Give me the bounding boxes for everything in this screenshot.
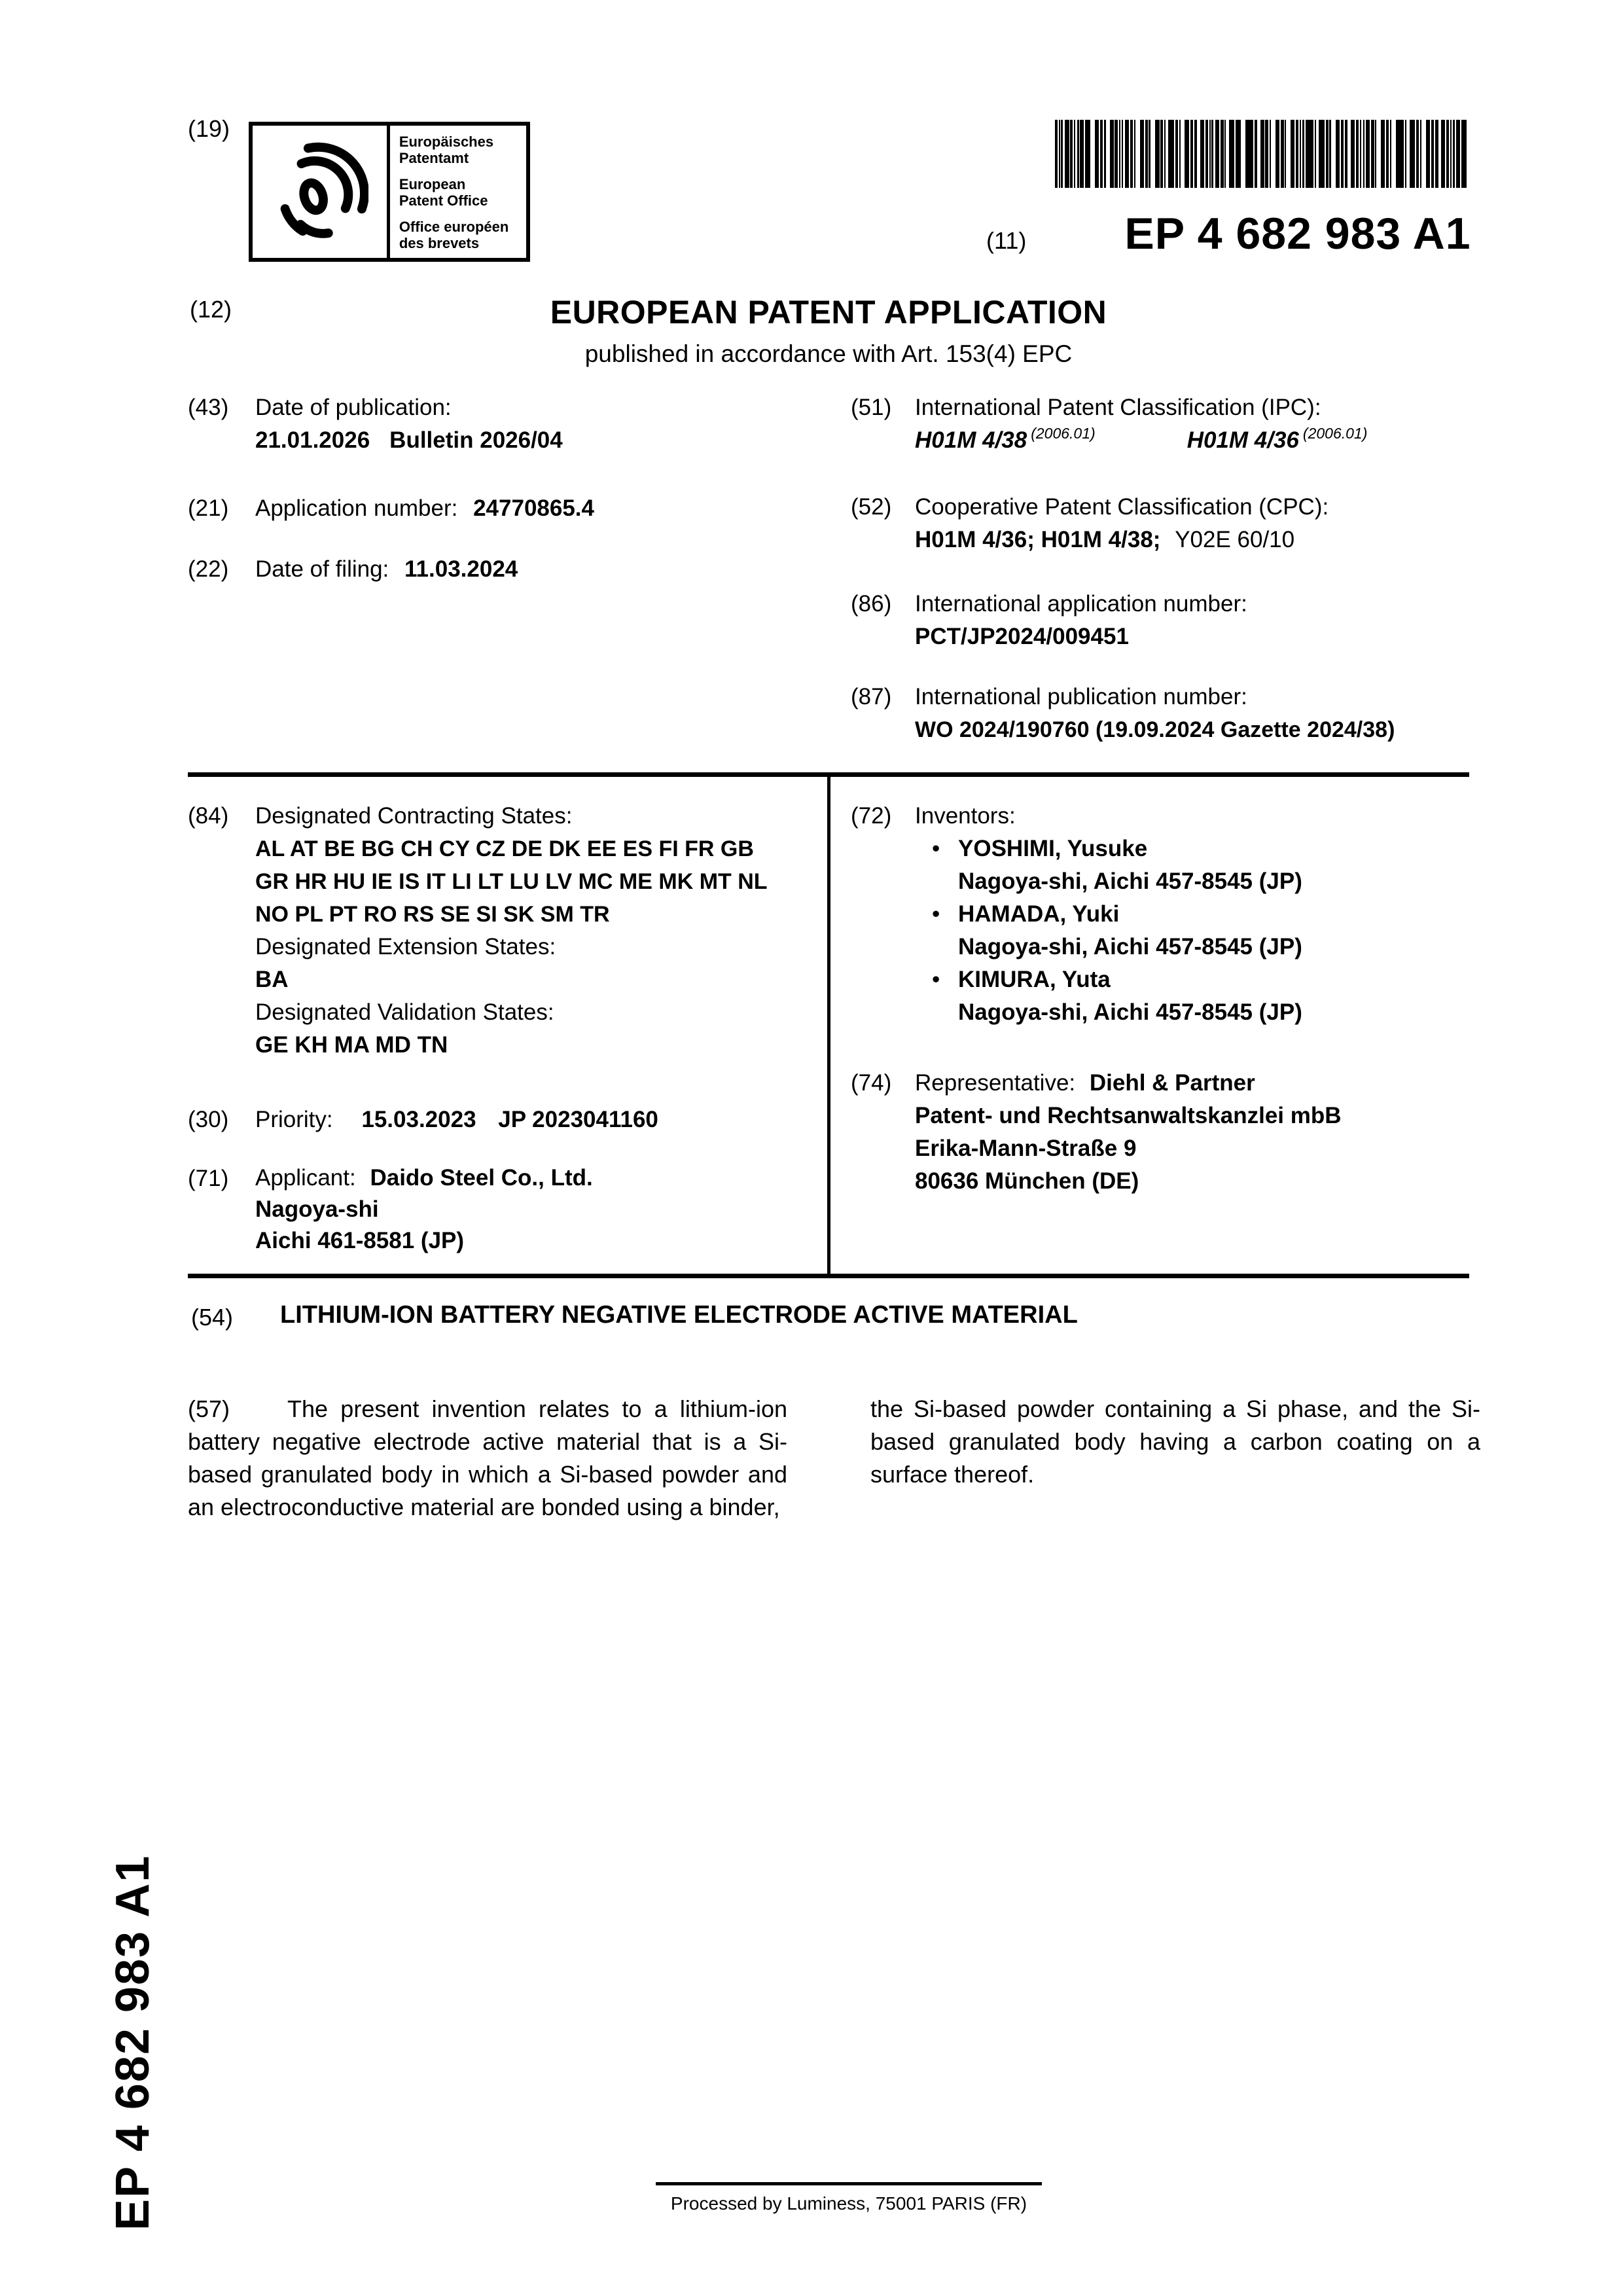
cpc-label: Cooperative Patent Classification (CPC):: [915, 494, 1329, 520]
epo-name-english: European Patent Office: [399, 176, 488, 209]
field-publication-date: [188, 391, 816, 457]
inid-74-tag: (74): [851, 1070, 892, 1096]
inventor-name: • KIMURA, Yuta: [958, 967, 1111, 992]
abstract-column-2: [870, 1393, 1480, 1491]
inid-84-tag: (84): [188, 803, 229, 829]
document-title: EUROPEAN PATENT APPLICATION: [550, 294, 1107, 331]
priority-label: Priority:: [255, 1107, 333, 1132]
representative-label: Representative:: [915, 1070, 1076, 1096]
field-intl-publication-number: [851, 681, 1512, 746]
representative-address-line: Patent- und Rechtsanwaltskanzlei mbB: [915, 1103, 1342, 1128]
barcode-image: [1055, 120, 1469, 188]
filing-date-label: Date of filing:: [255, 556, 389, 582]
priority-number: JP 2023041160: [498, 1107, 658, 1132]
cpc-codes-regular: Y02E 60/10: [1175, 527, 1295, 552]
representative-name: Diehl & Partner: [1089, 1070, 1255, 1096]
inventor-address: Nagoya-shi, Aichi 457-8545 (JP): [958, 999, 1302, 1025]
epo-logo-text: [390, 126, 526, 258]
inventor-item: [915, 963, 1302, 1029]
inventor-name: • HAMADA, Yuki: [958, 901, 1120, 927]
application-number-label: Application number:: [255, 495, 458, 521]
intl-publication-number: WO 2024/190760 (19.09.2024 Gazette 2024/38): [915, 717, 1395, 742]
publication-number-row: [986, 208, 1471, 259]
applicant-address-line: Aichi 461-8581 (JP): [255, 1228, 465, 1253]
epo-name-german: Europäisches Patentamt: [399, 134, 494, 166]
representative-address-line: Erika-Mann-Straße 9: [915, 1136, 1137, 1161]
filing-date: 11.03.2024: [404, 556, 518, 582]
validation-states-label: Designated Validation States:: [255, 999, 554, 1025]
ipc-version: (2006.01): [1302, 425, 1368, 442]
abstract-text: the Si-based powder containing a Si phase, and the Si-based granulated body having a carbon coating on a surface thereof.: [870, 1395, 1480, 1488]
inid-52-tag: (52): [851, 494, 892, 520]
inid-86-tag: (86): [851, 591, 892, 617]
inid-11-tag: (11): [986, 227, 1027, 254]
extension-states-label: Designated Extension States:: [255, 934, 556, 960]
field-representative: [851, 1067, 1479, 1198]
inid-21-tag: (21): [188, 495, 229, 521]
ipc-entry: [915, 424, 1096, 459]
applicant-address-line: Nagoya-shi: [255, 1196, 379, 1222]
inid-87-tag: (87): [851, 684, 892, 709]
applicant-label: Applicant:: [255, 1165, 356, 1191]
extension-states: BA: [255, 967, 289, 992]
inid-22-tag: (22): [188, 556, 229, 582]
ipc-entry: [1187, 424, 1368, 459]
ipc-code: H01M 4/38: [915, 427, 1027, 453]
field-filing-date: [188, 553, 816, 586]
epo-name-french: Office européen des brevets: [399, 219, 509, 251]
contracting-states-line: GR HR HU IE IS IT LI LT LU LV MC ME MK MT NL: [255, 869, 768, 894]
inid-12-tag: (12): [190, 296, 232, 323]
field-application-number: [188, 492, 816, 525]
cpc-codes-bold: H01M 4/36; H01M 4/38;: [915, 527, 1161, 552]
footer-processing-note: Processed by Luminess, 75001 PARIS (FR): [670, 2193, 1027, 2214]
designated-states-label: Designated Contracting States:: [255, 803, 573, 829]
field-intl-application-number: [851, 588, 1479, 653]
field-designated-states: [188, 800, 816, 1062]
ipc-label: International Patent Classification (IPC):: [915, 395, 1321, 420]
ipc-code: H01M 4/36: [1186, 427, 1299, 453]
abstract-text: The present invention relates to a lithium-ion battery negative electrode active material that is a Si-based granulated body in which a Si-based powder and an electroconductive material are bonded using a binder,: [188, 1395, 787, 1520]
ipc-version: (2006.01): [1031, 425, 1096, 442]
intl-application-label: International application number:: [915, 591, 1247, 617]
inventors-label: Inventors:: [915, 803, 1016, 829]
priority-date: 15.03.2023: [361, 1107, 476, 1132]
inventor-name: • YOSHIMI, Yusuke: [958, 836, 1148, 861]
application-number: 24770865.4: [473, 495, 594, 521]
inventor-address: Nagoya-shi, Aichi 457-8545 (JP): [958, 869, 1302, 894]
inventor-address: Nagoya-shi, Aichi 457-8545 (JP): [958, 934, 1302, 960]
applicant-name: Daido Steel Co., Ltd.: [370, 1165, 593, 1191]
field-inventors: [851, 800, 1479, 1029]
validation-states: GE KH MA MD TN: [255, 1032, 448, 1058]
field-priority: [188, 1103, 816, 1136]
inventor-item: [915, 833, 1302, 898]
inventor-item: [915, 898, 1302, 963]
contracting-states-line: NO PL PT RO RS SE SI SK SM TR: [255, 902, 610, 927]
inid-72-tag: (72): [851, 803, 892, 829]
publication-date-label: Date of publication:: [255, 395, 452, 420]
footer-divider: [656, 2182, 1042, 2185]
publication-number: EP 4 682 983 A1: [1124, 209, 1471, 259]
intl-application-number: PCT/JP2024/009451: [915, 624, 1129, 649]
inid-30-tag: (30): [188, 1107, 229, 1132]
inid-57-tag: (57): [188, 1395, 230, 1422]
document-subtitle: published in accordance with Art. 153(4) EPC: [584, 340, 1073, 367]
inid-19-tag: (19): [188, 115, 230, 142]
epo-logo-icon: [253, 126, 390, 258]
intl-publication-label: International publication number:: [915, 684, 1247, 709]
representative-address-line: 80636 München (DE): [915, 1168, 1139, 1194]
invention-title: LITHIUM-ION BATTERY NEGATIVE ELECTRODE ACTIVE MATERIAL: [280, 1301, 1078, 1329]
contracting-states-line: AL AT BE BG CH CY CZ DE DK EE ES FI FR GB: [255, 836, 754, 861]
field-ipc: [851, 391, 1479, 459]
inid-71-tag: (71): [188, 1166, 229, 1191]
column-divider: [827, 772, 830, 1278]
inid-43-tag: (43): [188, 395, 229, 420]
inid-54-tag: (54): [191, 1304, 234, 1331]
bottom-section-divider: [188, 1274, 1469, 1278]
abstract-column-1: [188, 1393, 787, 1524]
publication-date: 21.01.2026: [255, 427, 370, 453]
epo-logo-box: [249, 122, 530, 262]
inid-51-tag: (51): [851, 395, 892, 420]
field-applicant: [188, 1162, 816, 1257]
field-cpc: [851, 491, 1479, 556]
sidebar-publication-number: EP 4 682 983 A1: [107, 1854, 159, 2231]
publication-bulletin: Bulletin 2026/04: [389, 427, 563, 453]
